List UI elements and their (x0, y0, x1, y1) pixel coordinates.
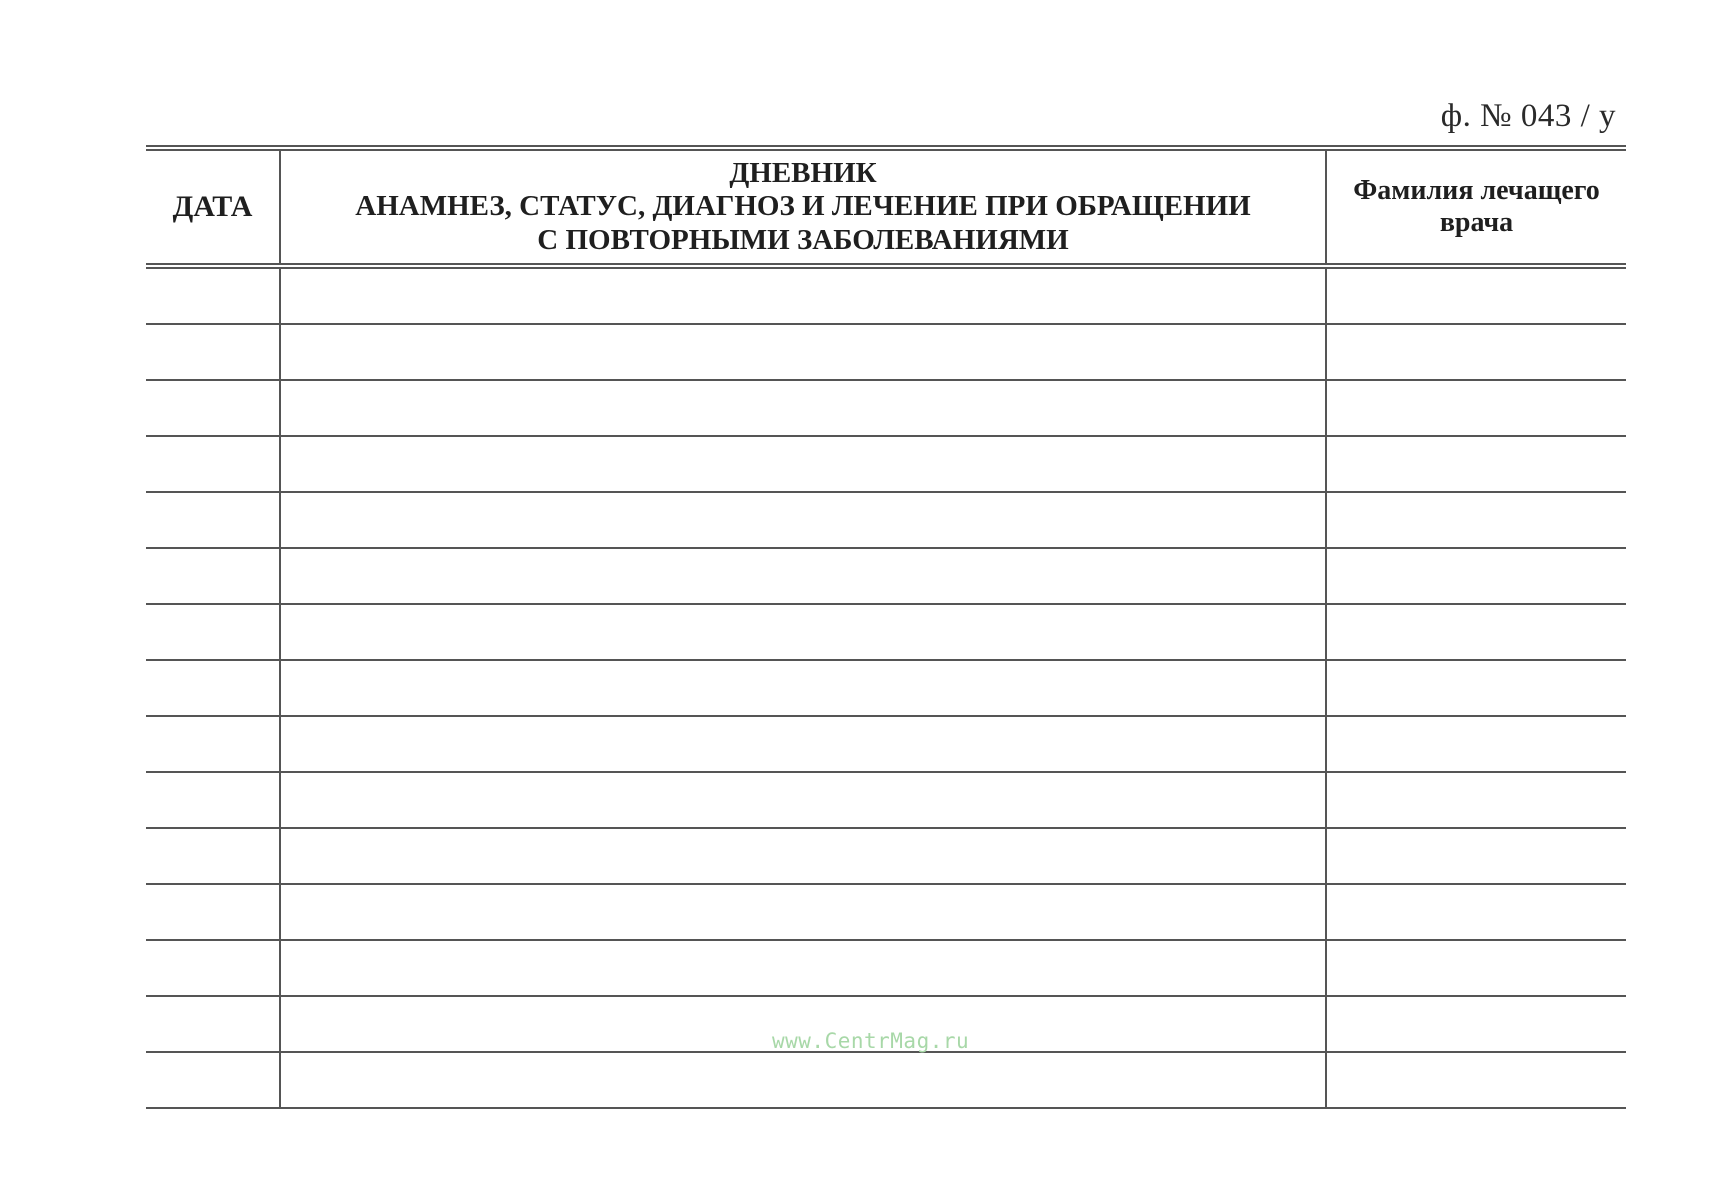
table-row (146, 660, 1626, 716)
date-cell[interactable] (146, 492, 280, 548)
doctor-cell[interactable] (1326, 604, 1626, 660)
diary-cell[interactable] (280, 1052, 1326, 1108)
table-row (146, 884, 1626, 940)
table-body (146, 266, 1626, 1108)
table-row (146, 604, 1626, 660)
table-row (146, 1052, 1626, 1108)
date-cell[interactable] (146, 996, 280, 1052)
table-row (146, 492, 1626, 548)
diary-table (146, 145, 1626, 1109)
table-row (146, 772, 1626, 828)
date-cell[interactable] (146, 324, 280, 380)
date-cell[interactable] (146, 660, 280, 716)
header-doctor-line2: врача (1439, 207, 1514, 238)
diary-cell[interactable] (280, 380, 1326, 436)
diary-cell[interactable] (280, 492, 1326, 548)
date-cell[interactable] (146, 884, 280, 940)
date-cell[interactable] (146, 380, 280, 436)
diary-cell[interactable] (280, 604, 1326, 660)
doctor-cell[interactable] (1326, 996, 1626, 1052)
header-row (146, 148, 1626, 266)
doctor-cell[interactable] (1326, 1052, 1626, 1108)
date-cell[interactable] (146, 1052, 280, 1108)
diary-cell[interactable] (280, 266, 1326, 324)
diary-cell[interactable] (280, 940, 1326, 996)
doctor-cell[interactable] (1326, 548, 1626, 604)
doctor-cell[interactable] (1326, 940, 1626, 996)
date-cell[interactable] (146, 940, 280, 996)
date-cell[interactable] (146, 436, 280, 492)
date-cell[interactable] (146, 604, 280, 660)
diary-cell[interactable] (280, 436, 1326, 492)
table-row (146, 380, 1626, 436)
doctor-cell[interactable] (1326, 266, 1626, 324)
date-cell[interactable] (146, 548, 280, 604)
date-cell[interactable] (146, 772, 280, 828)
diary-cell[interactable] (280, 548, 1326, 604)
doctor-cell[interactable] (1326, 436, 1626, 492)
diary-cell[interactable] (280, 828, 1326, 884)
doctor-cell[interactable] (1326, 772, 1626, 828)
header-diary-subtitle-line1: АНАМНЕЗ, СТАТУС, ДИАГНОЗ И ЛЕЧЕНИЕ ПРИ ОБРАЩЕНИИ (355, 190, 1251, 223)
header-doctor-line1: Фамилия лечащего (1353, 174, 1600, 206)
header-diary-title: ДНЕВНИК (729, 156, 877, 189)
table-row (146, 716, 1626, 772)
watermark: www.CentrMag.ru (772, 1029, 970, 1053)
diary-cell[interactable] (280, 884, 1326, 940)
doctor-cell[interactable] (1326, 828, 1626, 884)
doctor-cell[interactable] (1326, 492, 1626, 548)
date-cell[interactable] (146, 828, 280, 884)
table-row (146, 436, 1626, 492)
doctor-cell[interactable] (1326, 884, 1626, 940)
doctor-cell[interactable] (1326, 716, 1626, 772)
doctor-cell[interactable] (1326, 324, 1626, 380)
diary-cell[interactable] (280, 716, 1326, 772)
header-diary (280, 148, 1326, 266)
header-date: ДАТА (146, 148, 280, 266)
diary-cell[interactable] (280, 324, 1326, 380)
table-row (146, 548, 1626, 604)
header-diary-subtitle-line2: С ПОВТОРНЫМИ ЗАБОЛЕВАНИЯМИ (537, 223, 1069, 256)
doctor-cell[interactable] (1326, 660, 1626, 716)
form-number: ф. № 043 / у (1440, 98, 1616, 134)
header-doctor (1326, 148, 1626, 266)
table-row (146, 266, 1626, 324)
table-row (146, 940, 1626, 996)
table-header (146, 148, 1626, 266)
diary-cell[interactable] (280, 660, 1326, 716)
date-cell[interactable] (146, 716, 280, 772)
table-row (146, 324, 1626, 380)
diary-cell[interactable] (280, 772, 1326, 828)
table-row (146, 828, 1626, 884)
doctor-cell[interactable] (1326, 380, 1626, 436)
date-cell[interactable] (146, 266, 280, 324)
